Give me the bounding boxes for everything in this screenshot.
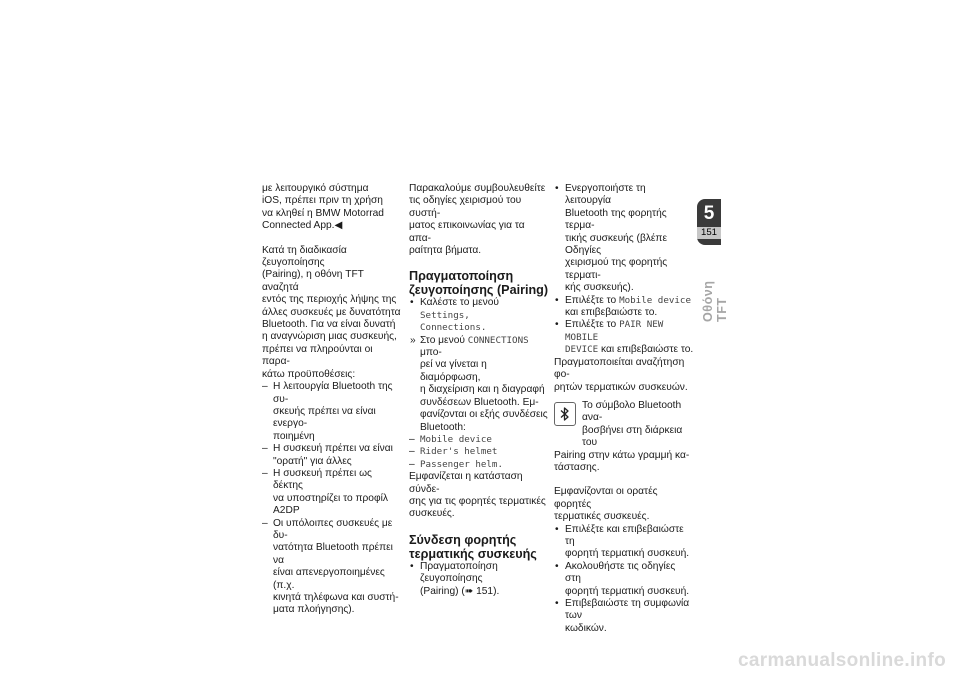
step-item: • Πραγματοποίηση ζευγοποίησης (Pairing) (➠ 151). — [409, 561, 549, 598]
pairing-text: Κατά τη διαδικασία ζευγοποίησης — [262, 244, 347, 269]
search-text: ρητών τερματικών συσκευών. — [554, 381, 688, 393]
condition-item: – Οι υπόλοιπες συσκευές με δυ- νατότητα Bluetooth πρέπει να είναι απενεργοποιημένες (π.χ. κινητά τηλέφωνα και συστή- ματα πλοήγησης). — [262, 518, 402, 617]
intro-line: να κληθεί η BMW Motorrad — [262, 207, 384, 219]
connection-item: – Passenger helm. — [409, 459, 549, 471]
menu-path: PAIR NEW MOBILE — [565, 319, 664, 343]
visible-devices-text: τερματικές συσκευές. — [554, 511, 650, 523]
status-text: Εμφανίζεται η κατάσταση σύνδε- — [409, 471, 523, 495]
chapter-number: 5 — [703, 203, 715, 224]
section-heading-pairing: ζευγοποίησης (Pairing) — [409, 283, 549, 298]
intro-line: ματος επικοινωνίας για τα απα- — [409, 220, 525, 244]
pairing-text: κάτω προϋποθέσεις: — [262, 368, 356, 380]
page-reference: (Pairing) (➠ 151). — [420, 585, 500, 597]
bluetooth-note: Το σύμβολο Bluetooth ανα- βοσβήνει στη διάρκεια του — [554, 400, 694, 450]
condition-item: – Η λειτουργία Bluetooth της συ- σκευής πρέπει να είναι ενεργο- ποιημένη — [262, 381, 402, 443]
step-item: • Επιλέξτε και επιβεβαιώστε τη φορητή τερματική συσκευή. — [554, 524, 694, 561]
chapter-tab — [697, 199, 721, 245]
page-number: 151 — [697, 227, 721, 239]
intro-line: Παρακαλούμε συμβουλευθείτε — [409, 183, 546, 194]
status-text: σης για τις φορητές τερματικές — [409, 495, 546, 507]
column-1 — [262, 183, 402, 617]
menu-path: Connections. — [420, 322, 487, 334]
pairing-text: άλλες συσκευές με δυνατότητα — [262, 306, 401, 318]
menu-path: Mobile device — [619, 294, 691, 306]
bluetooth-icon — [554, 402, 576, 426]
intro-line: iOS, πρέπει πριν τη χρήση — [262, 195, 383, 207]
pairing-text: η αναγνώριση μιας συσκευής, — [262, 331, 397, 343]
column-2 — [409, 183, 549, 598]
column-3 — [554, 183, 694, 635]
pairing-text: πρέπει να πληρούνται οι παρα- — [262, 343, 373, 368]
intro-line: Connected App.◀ — [262, 220, 343, 232]
result-item: » Στο μενού CONNECTIONS μπο- ρεί να γίνεται η διαμόρφωση, η διαχείριση και η διαγραφή συνδέσεων Bluetooth. Εμ- φανίζονται οι εξής συνδέσεις Bluetooth: — [409, 335, 549, 434]
connection-item: – Rider's helmet — [409, 446, 549, 458]
intro-line: ραίτητα βήματα. — [409, 245, 482, 257]
pairing-text: Bluetooth. Για να είναι δυνατή — [262, 319, 396, 331]
bluetooth-note-text: Pairing στην κάτω γραμμή κα- — [554, 449, 690, 461]
step-item: • Ενεργοποιήστε τη λειτουργία Bluetooth της φορητής τερμα- τικής συσκευής (βλέπε Οδηγίες χειρισμού της φορητής τερματι- κής συσκευής). — [554, 183, 694, 295]
pairing-text: (Pairing), η οθόνη TFT αναζητά — [262, 269, 364, 293]
menu-path: DEVICE — [565, 344, 599, 356]
menu-path: CONNECTIONS — [467, 334, 529, 346]
condition-item: – Η συσκευή πρέπει ως δέκτης να υποστηρίζει το προφίλ A2DP — [262, 468, 402, 518]
intro-line: τις οδηγίες χειρισμού του συστή- — [409, 195, 522, 219]
watermark: carmanualsonline.info — [738, 650, 946, 671]
condition-item: – Η συσκευή πρέπει να είναι "ορατή" για άλλες — [262, 443, 402, 468]
section-heading-connect: τερματικής συσκευής — [409, 546, 537, 561]
intro-line: με λειτουργικό σύστημα — [262, 183, 369, 194]
search-text: Πραγματοποιείται αναζήτηση φο- — [554, 356, 685, 381]
step-item: • Επιλέξτε το PAIR NEW MOBILE DEVICE και επιβεβαιώστε το. — [554, 319, 694, 356]
bluetooth-note-text: τάστασης. — [554, 461, 600, 473]
step-item: • Επιβεβαιώστε τη συμφωνία των κωδικών. — [554, 598, 694, 635]
connection-item: – Mobile device — [409, 434, 549, 446]
visible-devices-text: Εμφανίζονται οι ορατές φορητές — [554, 486, 658, 510]
section-heading-pairing: Πραγματοποίηση — [409, 269, 514, 284]
step-item: • Καλέστε το μενού Settings, Connections. — [409, 297, 549, 334]
step-item: • Ακολουθήστε τις οδηγίες στη φορητή τερματική συσκευή. — [554, 561, 694, 598]
section-side-title: Οθόνη TFT — [701, 280, 729, 322]
section-heading-connect: Σύνδεση φορητής — [409, 532, 517, 547]
pairing-text: εντός της περιοχής λήψης της — [262, 294, 397, 306]
step-item: • Επιλέξτε το Mobile device και επιβεβαιώστε το. — [554, 295, 694, 320]
menu-path: Settings, — [420, 309, 470, 321]
status-text: συσκευές. — [409, 508, 455, 520]
